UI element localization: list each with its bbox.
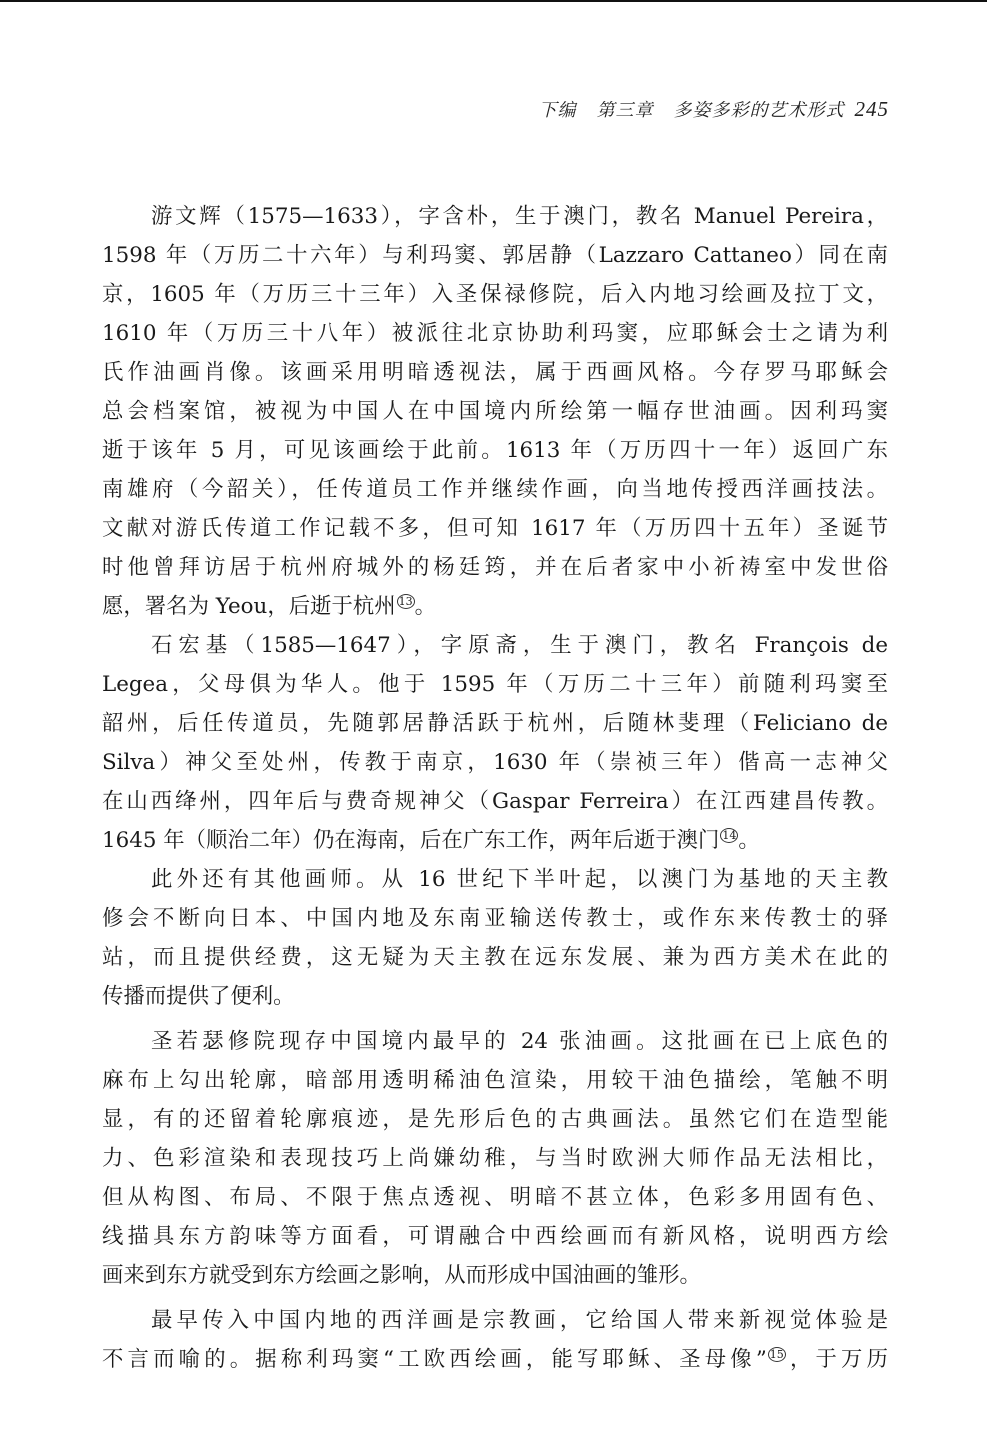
text-line: 游文辉（1575—1633），字含朴，生于澳门，教名 Manuel Pereira， bbox=[151, 204, 888, 229]
text-line: 南雄府（今韶关），任传道员工作并继续作画，向当地传授西洋画技法。 bbox=[102, 477, 888, 502]
text-line: 最早传入中国内地的西洋画是宗教画，它给国人带来新视觉体验是 bbox=[151, 1308, 888, 1333]
text-line: 此外还有其他画师。从 16 世纪下半叶起，以澳门为基地的天主教 bbox=[151, 867, 888, 892]
text-line: 1598 年（万历二十六年）与利玛窦、郭居静（Lazzaro Cattaneo）同在南 bbox=[102, 243, 888, 268]
text-line: 在山西绛州，四年后与费奇规神父（Gaspar Ferreira）在江西建昌传教。 bbox=[102, 789, 888, 814]
text-line: 显，有的还留着轮廓痕迹，是先形后色的古典画法。虽然它们在造型能 bbox=[102, 1107, 888, 1132]
text-line: 京，1605 年（万历三十三年）入圣保禄修院，后入内地习绘画及拉丁文， bbox=[102, 282, 888, 307]
header-chapter: 第三章 bbox=[596, 100, 654, 121]
paragraph bbox=[102, 197, 888, 626]
text-line: 时他曾拜访居于杭州府城外的杨廷筠，并在后者家中小祈祷室中发世俗 bbox=[102, 555, 888, 580]
text-line: 氏作油画肖像。该画采用明暗透视法，属于西画风格。今存罗马耶稣会 bbox=[102, 360, 888, 385]
paragraph bbox=[102, 1022, 888, 1295]
line-text: 愿，署名为 Yeou，后逝于杭州 bbox=[102, 594, 396, 619]
text-line: 石宏基（1585—1647），字原斋，生于澳门，教名 François de bbox=[151, 633, 888, 658]
header-section: 下编 bbox=[538, 100, 577, 121]
text-line: 线描具东方韵味等方面看，可谓融合中西绘画而有新风格，说明西方绘 bbox=[102, 1224, 888, 1249]
paragraph bbox=[102, 1301, 888, 1379]
line-tail: 。 bbox=[738, 828, 760, 853]
text-line: 总会档案馆，被视为中国人在中国境内所绘第一幅存世油画。因利玛窦 bbox=[102, 399, 888, 424]
text-line: 文献对游氏传道工作记载不多，但可知 1617 年（万历四十五年）圣诞节 bbox=[102, 516, 888, 541]
text-line: 麻布上勾出轮廓，暗部用透明稀油色渲染，用较干油色描绘，笔触不明 bbox=[102, 1068, 888, 1093]
text-line: 画来到东方就受到东方绘画之影响，从而形成中国油画的雏形。 bbox=[102, 1263, 701, 1288]
text-line: Legea，父母俱为华人。他于 1595 年（万历二十三年）前随利玛窦至 bbox=[102, 672, 888, 697]
text-line bbox=[102, 587, 888, 626]
text-line: 传播而提供了便利。 bbox=[102, 984, 295, 1009]
page-number: 245 bbox=[854, 97, 889, 121]
body-text bbox=[102, 197, 888, 1379]
paragraph bbox=[102, 626, 888, 860]
text-line: 圣若瑟修院现存中国境内最早的 24 张油画。这批画在已上底色的 bbox=[151, 1029, 888, 1054]
line-text: 1645 年（顺治二年）仍在海南，后在广东工作，两年后逝于澳门 bbox=[102, 828, 720, 853]
footnote-marker[interactable]: 15 bbox=[769, 1347, 784, 1361]
text-line: 韶州，后任传道员，先随郭居静活跃于杭州，后随林斐理（Feliciano de bbox=[102, 711, 888, 736]
text-line: 1610 年（万历三十八年）被派往北京协助利玛窦，应耶稣会士之请为利 bbox=[102, 321, 888, 346]
header-chapter-title: 多姿多彩的艺术形式 bbox=[673, 100, 845, 121]
top-border-rule bbox=[0, 0, 987, 2]
footnote-marker[interactable]: 14 bbox=[722, 828, 737, 842]
text-line: 力、色彩渲染和表现技巧上尚嫌幼稚，与当时欧洲大师作品无法相比， bbox=[102, 1146, 888, 1171]
text-line: 修会不断向日本、中国内地及东南亚输送传教士，或作东来传教士的驿 bbox=[102, 906, 888, 931]
paragraph bbox=[102, 860, 888, 1016]
text-line bbox=[102, 821, 888, 860]
text-line: 逝于该年 5 月，可见该画绘于此前。1613 年（万历四十一年）返回广东 bbox=[102, 438, 888, 463]
text-line: Silva）神父至处州，传教于南京，1630 年（崇祯三年）偕高一志神父 bbox=[102, 750, 888, 775]
running-header bbox=[539, 96, 890, 122]
text-line bbox=[102, 1340, 888, 1379]
text-line: 站，而且提供经费，这无疑为天主教在远东发展、兼为西方美术在此的 bbox=[102, 945, 888, 970]
text-line: 但从构图、布局、不限于焦点透视、明暗不甚立体，色彩多用固有色、 bbox=[102, 1185, 888, 1210]
line-text: 不言而喻的。据称利玛窦“工欧西绘画，能写耶稣、圣母像” bbox=[102, 1347, 767, 1372]
line-tail: ，于万历 bbox=[785, 1347, 888, 1372]
footnote-marker[interactable]: 13 bbox=[398, 594, 413, 608]
line-tail: 。 bbox=[414, 594, 437, 619]
